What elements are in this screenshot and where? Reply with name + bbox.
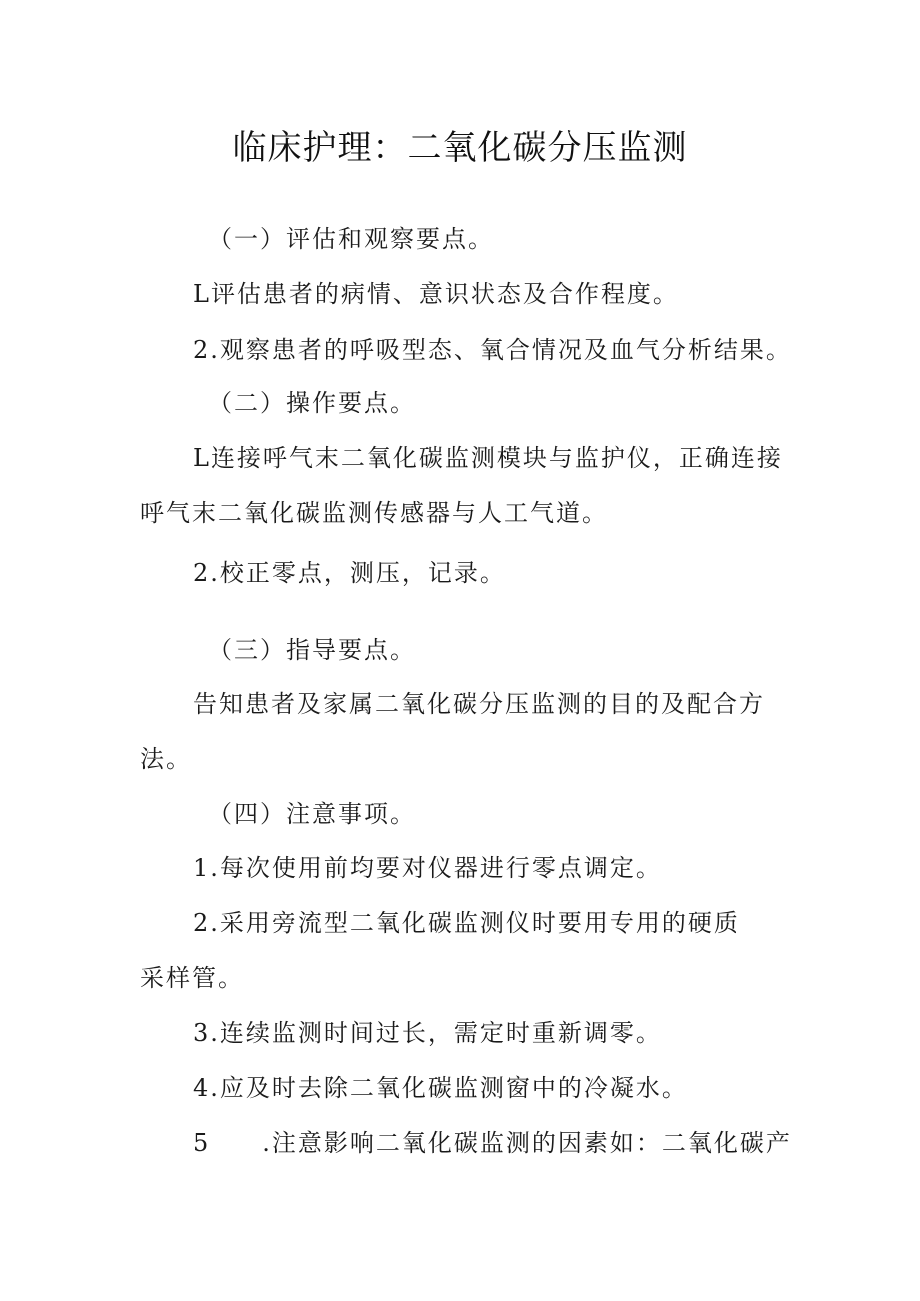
paragraph-line: 3.连续监测时间过长，需定时重新调零。 [193, 1019, 662, 1047]
paragraph-line: 法。 [140, 745, 192, 773]
section-heading-guidance: （三）指导要点。 [208, 636, 416, 664]
paragraph-line: 2.采用旁流型二氧化碳监测仪时要用专用的硬质 [193, 909, 740, 937]
paragraph-line: 1.每次使用前均要对仪器进行零点调定。 [193, 854, 662, 882]
paragraph-line: L连接呼气末二氧化碳监测模块与监护仪，正确连接 [193, 444, 783, 472]
paragraph-line: 告知患者及家属二氧化碳分压监测的目的及配合方 [193, 690, 765, 718]
paragraph-line: 采样管。 [140, 964, 244, 992]
paragraph-line: 2.校正零点，测压，记录。 [193, 559, 506, 587]
paragraph-line: L评估患者的病情、意识状态及合作程度。 [193, 280, 679, 308]
paragraph-line: 5 .注意影响二氧化碳监测的因素如：二氧化碳产 [193, 1129, 792, 1157]
section-heading-operation: （二）操作要点。 [208, 389, 416, 417]
section-heading-assessment: （一）评估和观察要点。 [208, 225, 494, 253]
document-title: 临床护理：二氧化碳分压监测 [232, 128, 688, 168]
section-heading-precautions: （四）注意事项。 [208, 800, 416, 828]
paragraph-line: 4.应及时去除二氧化碳监测窗中的冷凝水。 [193, 1074, 688, 1102]
paragraph-line: 2.观察患者的呼吸型态、氧合情况及血气分析结果。 [193, 336, 792, 364]
paragraph-line: 呼气末二氧化碳监测传感器与人工气道。 [140, 499, 608, 527]
